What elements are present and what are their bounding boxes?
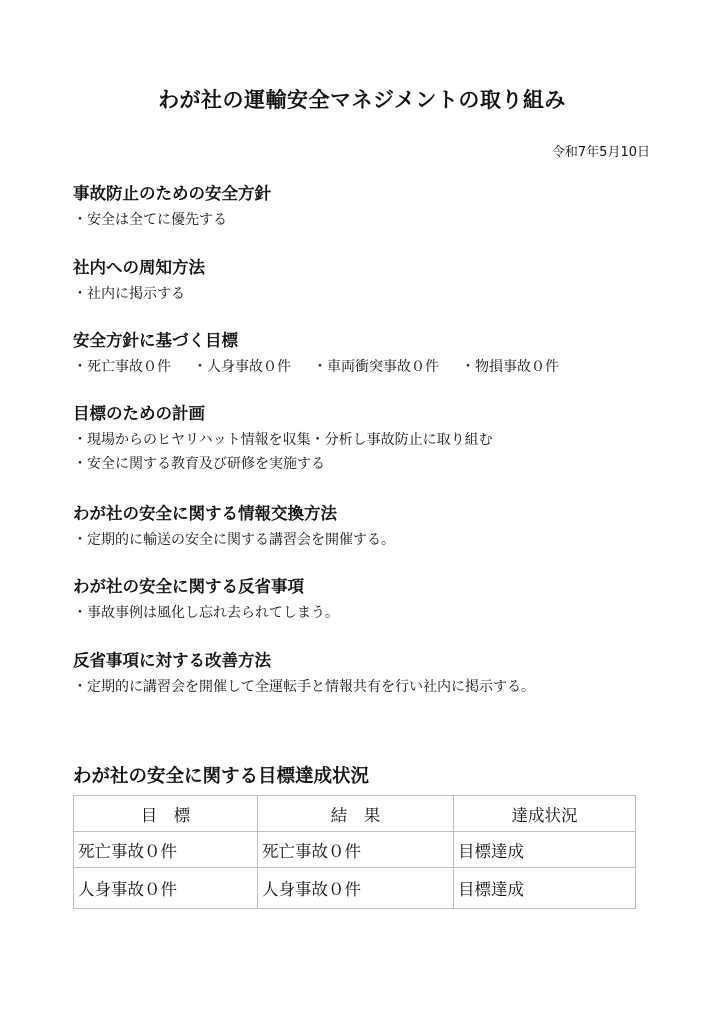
goal-item: ・車両衝突事故０件 (313, 359, 439, 375)
goal-item: ・死亡事故０件 (73, 359, 171, 375)
section-information-exchange (73, 503, 673, 552)
cell-goal: 人身事故０件 (74, 868, 258, 909)
results-table (73, 795, 636, 909)
section-line: ・安全は全てに優先する (73, 212, 227, 228)
section-plan (73, 403, 673, 476)
section-heading: 目標のための計画 (73, 404, 205, 423)
page-title: わが社の運輸安全マネジメントの取り組み (158, 88, 566, 112)
section-line: ・事故事例は風化し忘れ去られてしまう。 (73, 605, 339, 621)
document-date: 令和7年5月10日 (551, 145, 650, 160)
results-title: わが社の安全に関する目標達成状況 (73, 766, 370, 787)
section-policy-goals (73, 330, 673, 379)
cell-goal: 死亡事故０件 (74, 832, 258, 868)
cell-result: 人身事故０件 (258, 868, 454, 909)
section-heading: 社内への周知方法 (73, 258, 205, 277)
section-heading: 反省事項に対する改善方法 (73, 651, 271, 670)
table-row (74, 832, 636, 868)
section-line: ・現場からのヒヤリハット情報を収集・分析し事故防止に取り組む (73, 432, 493, 448)
section-heading: わが社の安全に関する反省事項 (73, 577, 304, 596)
section-heading: 安全方針に基づく目標 (73, 331, 238, 350)
header-status: 達成状況 (454, 796, 636, 832)
section-line: ・社内に掲示する (73, 286, 185, 302)
goal-list (73, 355, 673, 379)
table-row (74, 868, 636, 909)
section-reflection (73, 576, 673, 625)
header-result: 結 果 (258, 796, 454, 832)
section-line: ・安全に関する教育及び研修を実施する (73, 456, 325, 472)
section-heading: わが社の安全に関する情報交換方法 (73, 504, 337, 523)
section-notification-method (73, 257, 673, 306)
section-line: ・定期的に輸送の安全に関する講習会を開催する。 (73, 532, 395, 548)
cell-status: 目標達成 (454, 832, 636, 868)
header-goal: 目 標 (74, 796, 258, 832)
section-heading: 事故防止のための安全方針 (73, 184, 271, 203)
cell-status: 目標達成 (454, 868, 636, 909)
section-improvement (73, 650, 673, 699)
section-line: ・定期的に講習会を開催して全運転手と情報共有を行い社内に掲示する。 (73, 679, 535, 695)
section-safety-policy (73, 183, 673, 232)
cell-result: 死亡事故０件 (258, 832, 454, 868)
goal-item: ・物損事故０件 (461, 359, 559, 375)
table-header-row (74, 796, 636, 832)
goal-item: ・人身事故０件 (193, 359, 291, 375)
